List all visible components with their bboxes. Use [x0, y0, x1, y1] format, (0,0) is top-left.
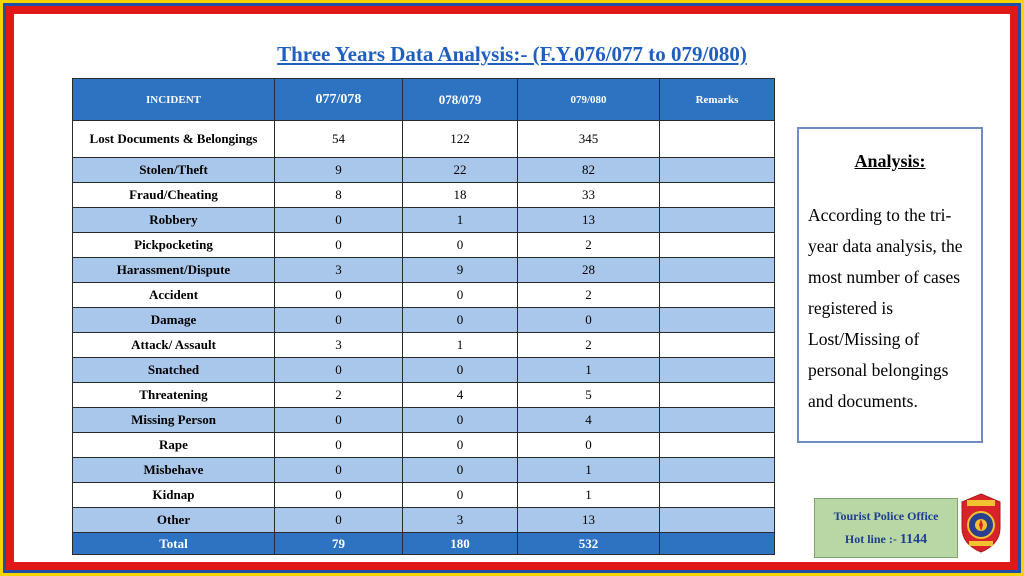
value-078-079: 1 — [403, 208, 518, 233]
value-077-078: 0 — [275, 208, 403, 233]
incident-cell: Harassment/Dispute — [73, 258, 275, 283]
table-row — [73, 183, 775, 208]
value-077-078: 0 — [275, 508, 403, 533]
incident-cell: Threatening — [73, 383, 275, 408]
value-077-078: 0 — [275, 458, 403, 483]
header-year-3: 079/080 — [518, 79, 660, 121]
value-079-080: 28 — [518, 258, 660, 283]
value-079-080: 1 — [518, 458, 660, 483]
value-078-079: 18 — [403, 183, 518, 208]
incident-cell: Rape — [73, 433, 275, 458]
value-079-080: 82 — [518, 158, 660, 183]
remarks-cell — [660, 433, 775, 458]
value-078-079: 1 — [403, 333, 518, 358]
hotline — [815, 532, 957, 548]
table-row — [73, 508, 775, 533]
value-077-078: 0 — [275, 283, 403, 308]
value-078-079: 22 — [403, 158, 518, 183]
value-078-079: 0 — [403, 408, 518, 433]
analysis-box — [797, 127, 983, 443]
value-079-080: 2 — [518, 283, 660, 308]
hotline-number: 1144 — [899, 532, 928, 547]
table-row — [73, 358, 775, 383]
table-body — [73, 121, 775, 533]
incident-cell: Stolen/Theft — [73, 158, 275, 183]
value-078-079: 0 — [403, 283, 518, 308]
value-079-080: 2 — [518, 333, 660, 358]
header-incident: INCIDENT — [73, 79, 275, 121]
office-name: Tourist Police Office — [833, 509, 939, 523]
value-078-079: 0 — [403, 458, 518, 483]
total-y3: 532 — [518, 533, 660, 555]
value-078-079: 4 — [403, 383, 518, 408]
incident-cell: Other — [73, 508, 275, 533]
table-row — [73, 308, 775, 333]
office-box — [814, 498, 958, 558]
incident-cell: Damage — [73, 308, 275, 333]
remarks-cell — [660, 208, 775, 233]
police-emblem-icon — [960, 492, 1002, 554]
analysis-text: According to the tri-year data analysis, the most number of cases registered is Lost/Missing of personal belongings and documents. — [808, 205, 963, 411]
value-078-079: 9 — [403, 258, 518, 283]
incident-cell: Robbery — [73, 208, 275, 233]
value-077-078: 54 — [275, 121, 403, 158]
page-title: Three Years Data Analysis:- (F.Y.076/077 to 079/080) — [277, 42, 747, 66]
value-079-080: 2 — [518, 233, 660, 258]
remarks-cell — [660, 121, 775, 158]
value-079-080: 345 — [518, 121, 660, 158]
table-row — [73, 233, 775, 258]
value-079-080: 0 — [518, 308, 660, 333]
table-row — [73, 208, 775, 233]
value-077-078: 8 — [275, 183, 403, 208]
incident-cell: Attack/ Assault — [73, 333, 275, 358]
incident-cell: Accident — [73, 283, 275, 308]
header-year-1: 077/078 — [275, 79, 403, 121]
value-077-078: 0 — [275, 308, 403, 333]
incident-cell: Fraud/Cheating — [73, 183, 275, 208]
value-078-079: 0 — [403, 483, 518, 508]
table-row — [73, 258, 775, 283]
remarks-cell — [660, 408, 775, 433]
table-row — [73, 283, 775, 308]
hotline-label: Hot line :- — [844, 532, 900, 546]
incident-cell: Kidnap — [73, 483, 275, 508]
incident-table — [72, 78, 775, 555]
remarks-cell — [660, 508, 775, 533]
total-label: Total — [73, 533, 275, 555]
remarks-cell — [660, 183, 775, 208]
total-row — [73, 533, 775, 555]
value-079-080: 4 — [518, 408, 660, 433]
value-077-078: 0 — [275, 408, 403, 433]
incident-cell: Lost Documents & Belongings — [73, 121, 275, 158]
value-079-080: 13 — [518, 208, 660, 233]
value-079-080: 5 — [518, 383, 660, 408]
header-year-2: 078/079 — [403, 79, 518, 121]
value-079-080: 1 — [518, 358, 660, 383]
table-row — [73, 158, 775, 183]
total-y1: 79 — [275, 533, 403, 555]
value-078-079: 0 — [403, 308, 518, 333]
value-078-079: 122 — [403, 121, 518, 158]
header-remarks: Remarks — [660, 79, 775, 121]
table-row — [73, 433, 775, 458]
remarks-cell — [660, 308, 775, 333]
remarks-cell — [660, 233, 775, 258]
remarks-cell — [660, 258, 775, 283]
total-y2: 180 — [403, 533, 518, 555]
value-078-079: 0 — [403, 233, 518, 258]
value-079-080: 33 — [518, 183, 660, 208]
value-077-078: 0 — [275, 358, 403, 383]
table-row — [73, 121, 775, 158]
value-078-079: 0 — [403, 433, 518, 458]
value-077-078: 9 — [275, 158, 403, 183]
value-079-080: 1 — [518, 483, 660, 508]
analysis-heading: Analysis: — [854, 151, 926, 171]
value-077-078: 0 — [275, 483, 403, 508]
total-remarks — [660, 533, 775, 555]
value-077-078: 2 — [275, 383, 403, 408]
table-row — [73, 408, 775, 433]
incident-cell: Missing Person — [73, 408, 275, 433]
remarks-cell — [660, 358, 775, 383]
remarks-cell — [660, 383, 775, 408]
value-077-078: 0 — [275, 233, 403, 258]
incident-cell: Misbehave — [73, 458, 275, 483]
remarks-cell — [660, 458, 775, 483]
value-077-078: 3 — [275, 333, 403, 358]
table-header-row — [73, 79, 775, 121]
value-079-080: 0 — [518, 433, 660, 458]
remarks-cell — [660, 333, 775, 358]
table-row — [73, 483, 775, 508]
table-row — [73, 383, 775, 408]
value-077-078: 3 — [275, 258, 403, 283]
remarks-cell — [660, 483, 775, 508]
remarks-cell — [660, 283, 775, 308]
slide — [14, 14, 1010, 562]
incident-cell: Snatched — [73, 358, 275, 383]
table-row — [73, 333, 775, 358]
remarks-cell — [660, 158, 775, 183]
value-078-079: 0 — [403, 358, 518, 383]
value-078-079: 3 — [403, 508, 518, 533]
incident-cell: Pickpocketing — [73, 233, 275, 258]
value-079-080: 13 — [518, 508, 660, 533]
table-row — [73, 458, 775, 483]
value-077-078: 0 — [275, 433, 403, 458]
